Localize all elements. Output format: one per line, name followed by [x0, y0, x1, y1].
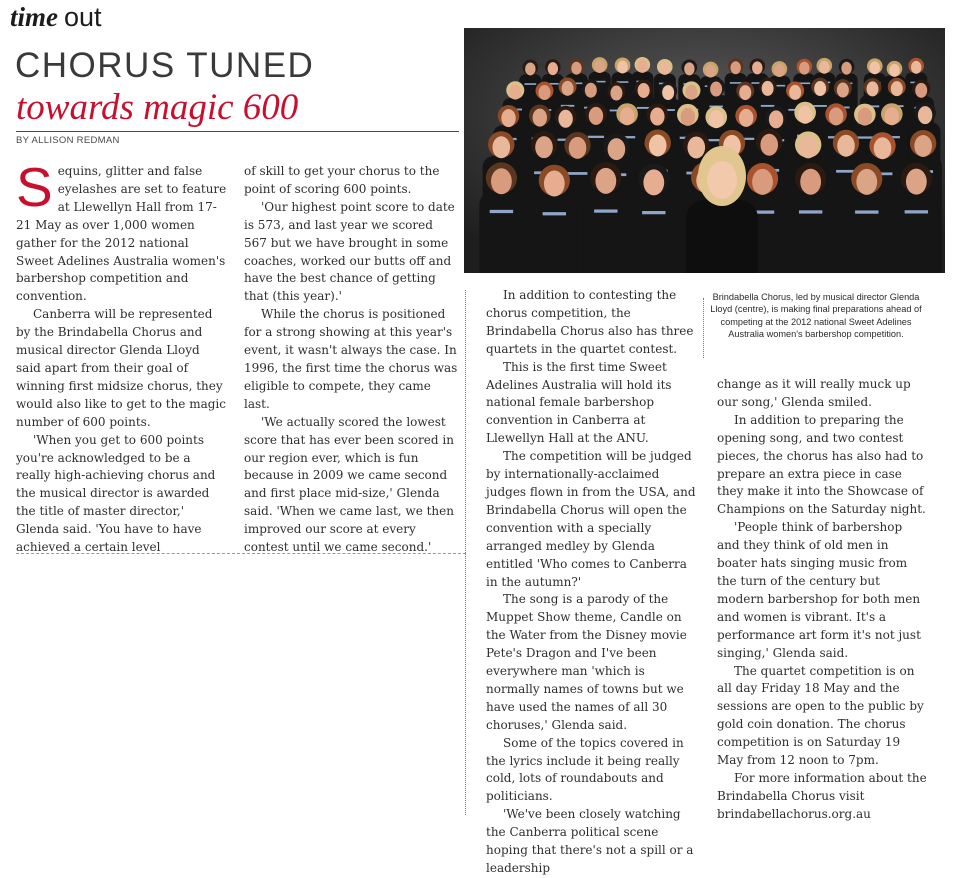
chorus-member-face — [660, 62, 670, 75]
chorus-member-face — [911, 61, 921, 74]
chorus-member-face — [915, 83, 927, 98]
chorus-member-shirt — [532, 194, 576, 273]
chorus-member-face — [870, 61, 880, 74]
chorus-photo-image — [464, 28, 945, 273]
chorus-member-face — [558, 110, 572, 128]
paragraph: The quartet competition is on all day Friday 18 May and the sessions are open to the public by gold coin donation. The chorus competition is on Saturday 19 May from 12 noon to 7pm. — [717, 663, 924, 768]
section-label-italic: time — [10, 2, 58, 32]
chorus-member-face — [760, 134, 778, 156]
column-divider — [16, 553, 466, 554]
chorus-member-face — [617, 60, 627, 73]
director-face — [707, 161, 737, 199]
chorus-member-face — [709, 110, 723, 128]
chorus-member-face — [608, 138, 626, 160]
chorus-member-face — [491, 168, 512, 194]
headline-line2: towards magic 600 — [16, 87, 299, 128]
chorus-member-face — [595, 168, 616, 194]
chorus-member-face — [649, 134, 667, 156]
photo-caption: Brindabella Chorus, led by musical director Glenda Lloyd (centre), is making final preparations ahead of competing at the 2012 national Sweet Adelines Australia women's barbershop competition. — [710, 292, 922, 340]
chorus-member-face — [643, 169, 664, 195]
chorus-member-face — [525, 62, 535, 75]
paragraph: equins, glitter and false eyelashes are set to feature at Llewellyn Hall from 17-21 May as over 1,000 women gather for the 2012 national Sweet Adelines Australia women's barbershop competition and convention. — [16, 164, 227, 304]
paragraph: 'People think of barbershop and they think of old men in boater hats singing music from the turn of the century but modern barbershop for both men and women is vibrant. It's a performance art form it's not just singing,' Glenda said. — [717, 520, 921, 660]
shirt-logo — [568, 172, 588, 175]
chorus-member-face — [739, 85, 751, 100]
chorus-member-face — [571, 62, 581, 75]
chorus-member-face — [681, 108, 695, 126]
chorus-member-shirt — [632, 193, 676, 273]
shirt-logo — [642, 211, 665, 214]
chorus-member-face — [585, 83, 597, 98]
chorus-member-face — [620, 107, 634, 125]
paragraph: 'We actually scored the lowest score that has ever been scored in our region ever, which is fun because in 2009 we came second and first place mid-size,' Glenda said. 'When we came last, we then improved our score at every contest until we came second.' — [244, 414, 454, 555]
chorus-member-face — [730, 61, 740, 74]
chorus-member-face — [752, 61, 762, 74]
article-column-2 — [244, 163, 458, 557]
chorus-member-face — [762, 81, 774, 96]
paragraph: 'We've been closely watching the Canberra political scene hoping that there's not a spill or a leadership — [486, 807, 694, 875]
article-column-1 — [16, 156, 228, 557]
chorus-member-face — [594, 60, 604, 73]
chorus-member-face — [539, 85, 551, 100]
chorus-member-face — [874, 137, 892, 159]
chorus-member-face — [891, 81, 903, 96]
paragraph: of skill to get your chorus to the point of scoring 600 points. — [244, 164, 440, 196]
chorus-member-face — [739, 109, 753, 127]
paragraph: Canberra will be represented by the Brindabella Chorus and musical director Glenda Lloyd said apart from their goal of winning first midsize chorus, they would also like to get to the magic number of 600 points. — [16, 307, 226, 429]
chorus-member-face — [789, 85, 801, 100]
chorus-member-face — [548, 62, 558, 75]
shirt-logo — [543, 212, 566, 215]
shirt-logo — [857, 136, 873, 138]
chorus-member-face — [533, 109, 547, 127]
chorus-member-shirt — [584, 191, 628, 273]
paragraph: For more information about the Brindabella Chorus visit brindabellachorus.org.au — [717, 770, 927, 821]
chorus-member-face — [837, 83, 849, 98]
chorus-member-face — [650, 108, 664, 126]
drop-cap: S — [16, 156, 53, 218]
chorus-member-face — [705, 65, 715, 78]
chorus-member-face — [710, 82, 722, 97]
chorus-member-face — [535, 136, 553, 158]
chorus-member-face — [687, 136, 705, 158]
caption-divider — [703, 298, 704, 358]
chorus-member-face — [867, 81, 879, 96]
chorus-photo — [464, 28, 945, 273]
chorus-member-face — [814, 81, 826, 96]
chorus-member-shirt — [845, 192, 889, 273]
chorus-member-face — [685, 85, 697, 100]
chorus-member-face — [774, 64, 784, 77]
shirt-logo — [594, 209, 617, 212]
chorus-member-face — [501, 109, 515, 127]
section-label — [10, 2, 102, 33]
chorus-member-face — [799, 136, 817, 158]
article-column-4 — [717, 376, 927, 824]
chorus-member-face — [638, 83, 650, 98]
shirt-logo — [813, 105, 827, 107]
section-label-plain: out — [64, 2, 102, 32]
chorus-member-face — [800, 169, 821, 195]
headline-rule — [16, 131, 459, 132]
paragraph: Some of the topics covered in the lyrics include it being really cold, lots of roundabouts and politicians. — [486, 735, 684, 804]
paragraph: change as it will really muck up our song,' Glenda smiled. — [717, 377, 911, 409]
paragraph: In addition to contesting the chorus competition, the Brindabella Chorus also has three quartets in the quartet contest. — [486, 288, 694, 356]
shirt-logo — [761, 105, 775, 107]
chorus-member-face — [829, 107, 843, 125]
shirt-logo — [588, 136, 604, 138]
chorus-member-face — [637, 60, 647, 73]
chorus-member-face — [509, 85, 521, 100]
chorus-member-face — [610, 86, 622, 101]
shirt-logo — [905, 210, 928, 213]
chorus-member-face — [544, 171, 565, 197]
chorus-member-face — [841, 62, 851, 75]
shirt-logo — [490, 210, 513, 213]
chorus-member-face — [752, 169, 773, 195]
shirt-logo — [524, 83, 536, 85]
paragraph: The song is a parody of the Muppet Show theme, Candle on the Water from the Disney movie Pete's Dragon and I've been everywhere man 'which is normally names of towns but we have used the names of all 30 choruses,' Glenda said. — [486, 592, 687, 732]
chorus-member-face — [799, 62, 809, 75]
chorus-member-face — [914, 135, 932, 157]
chorus-member-face — [662, 85, 674, 100]
chorus-member-face — [492, 136, 510, 158]
chorus-member-face — [885, 107, 899, 125]
director-shirt — [686, 200, 758, 273]
shirt-logo — [730, 82, 742, 84]
chorus-member-face — [918, 106, 932, 124]
paragraph: This is the first time Sweet Adelines Australia will hold its national female barbershop convention in Canberra at Llewellyn Hall at the ANU. — [486, 359, 672, 446]
chorus-member-shirt — [894, 192, 938, 273]
shirt-logo — [855, 210, 878, 213]
chorus-member-face — [856, 169, 877, 195]
byline: BY ALLISON REDMAN — [16, 135, 120, 146]
shirt-logo — [799, 210, 822, 213]
chorus-member-face — [906, 169, 927, 195]
chorus-member-face — [858, 108, 872, 126]
paragraph: 'When you get to 600 points you're acknowledged to be a really high-achieving chorus and the musical director is awarded the title of master director,' Glenda said. 'You have to have achieved a certain level — [16, 432, 216, 555]
article-column-3 — [486, 287, 696, 878]
paragraph: 'Our highest point score to date is 573, and last year we scored 567 but we have brought in some coaches, worked our butts off and have the best chance of getting that (this year).' — [244, 199, 455, 304]
chorus-member-face — [769, 110, 783, 128]
chorus-member-face — [562, 81, 574, 96]
paragraph: In addition to preparing the opening song, and two contest pieces, the chorus has also had to prepare an extra piece in case they make it into the Showcase of Champions on the Saturday night. — [717, 412, 926, 517]
chorus-member-face — [684, 62, 694, 75]
column-divider — [465, 290, 466, 815]
chorus-member-face — [889, 64, 899, 77]
chorus-member-face — [569, 137, 587, 159]
chorus-member-face — [819, 61, 829, 74]
chorus-member-face — [798, 106, 812, 124]
paragraph: The competition will be judged by internationally-acclaimed judges flown in from the USA, and Brindabella Chorus will open the convention with a specially arranged medley by Glenda entitled 'Who comes to Canberra in the autumn?' — [486, 449, 696, 589]
paragraph: While the chorus is positioned for a strong showing at this year's event, it wasn't always the case. In 1996, the first time the chorus was eligible to compete, they came last. — [244, 307, 458, 411]
chorus-member-face — [589, 107, 603, 125]
chorus-member-face — [837, 135, 855, 157]
headline-line1: CHORUS TUNED — [15, 46, 315, 85]
chorus-member-shirt — [479, 192, 523, 273]
chorus-member-shirt — [789, 192, 833, 273]
